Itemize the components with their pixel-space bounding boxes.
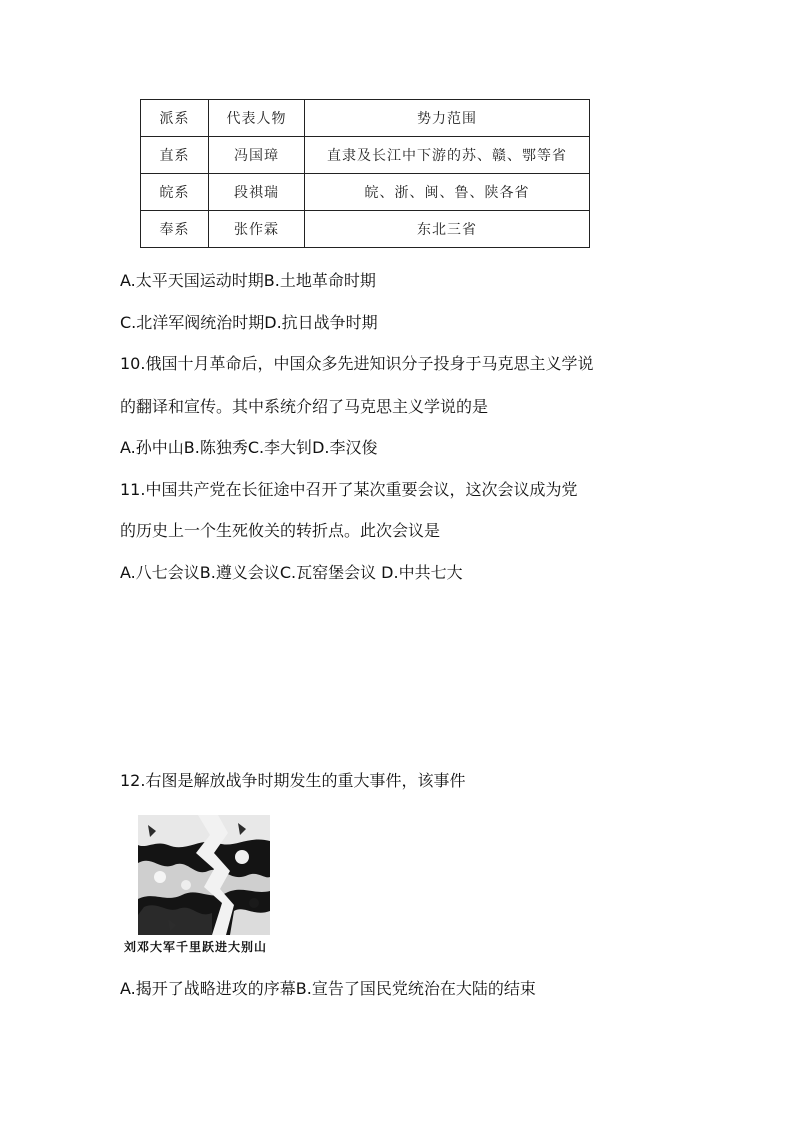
photo-caption: 刘邓大军千里跃进大别山 [124,940,268,954]
q11-stem-line1: 11.中国共产党在长征途中召开了某次重要会议，这次会议成为党 [120,480,578,499]
table-header-row [141,100,590,137]
q10-stem-line2: 的翻译和宣传。其中系统介绍了马克思主义学说的是 [120,397,489,416]
q11-options: A.八七会议B.遵义会议C.瓦窑堡会议 D.中共七大 [120,563,463,582]
q11-stem-line2: 的历史上一个生死攸关的转折点。此次会议是 [120,521,441,540]
cell-territory: 直隶及长江中下游的苏、赣、鄂等省 [305,137,590,174]
q10-stem-line1: 10.俄国十月革命后，中国众多先进知识分子投身于马克思主义学说 [120,354,594,373]
historical-photo [138,815,270,935]
q12-stem-line1: 12.右图是解放战争时期发生的重大事件，该事件 [120,771,466,790]
q10-options: A.孙中山B.陈独秀C.李大钊D.李汉俊 [120,438,378,457]
q9-options-line1: A.太平天国运动时期B.土地革命时期 [120,271,376,290]
cell-faction: 皖系 [141,174,209,211]
q12-options-line1: A.揭开了战略进攻的序幕B.宣告了国民党统治在大陆的结束 [120,979,536,998]
troops-photo-image [138,815,270,935]
table-row [141,211,590,248]
q9-options-line2: C.北洋军阀统治时期D.抗日战争时期 [120,313,378,332]
header-territory: 势力范围 [305,100,590,137]
header-faction: 派系 [141,100,209,137]
table-row [141,174,590,211]
factions-table-wrap [140,99,589,248]
cell-figure: 段祺瑞 [209,174,305,211]
cell-territory: 皖、浙、闽、鲁、陕各省 [305,174,590,211]
warlord-factions-table [140,99,590,248]
cell-territory: 东北三省 [305,211,590,248]
header-figure: 代表人物 [209,100,305,137]
cell-figure: 冯国璋 [209,137,305,174]
cell-faction: 直系 [141,137,209,174]
cell-faction: 奉系 [141,211,209,248]
table-row [141,137,590,174]
cell-figure: 张作霖 [209,211,305,248]
